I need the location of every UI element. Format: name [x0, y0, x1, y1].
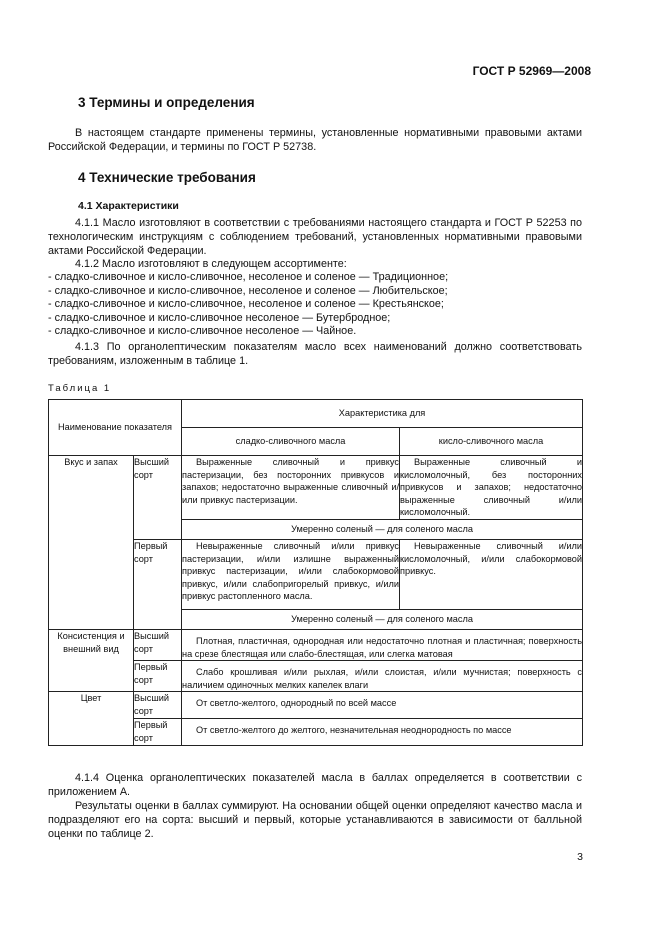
- list-item: - сладко-сливочное и кисло-сливочное, несоленое и соленое — Любительское;: [48, 284, 448, 297]
- taste-first-sweet-cream: Невыраженные сливочный и/или привкус пастеризации, и/или излишне выраженный привкус пастеризации, и/или слабокормовой привкус, и/или слабопригорелый привкус, и/или привкус растопленного масла.: [182, 539, 400, 609]
- paragraph-4-1-1: 4.1.1 Масло изготовляют в соответствии с требованиями настоящего стандарта и ГОСТ Р 52253 по технологическим инструкциям с соблюдением требований, установленных нормативными правовыми актами Российской Федерации.: [48, 217, 582, 257]
- list-item: - сладко-сливочное и кисло-сливочное, несоленое и соленое — Крестьянское;: [48, 298, 444, 311]
- row-color-grade-top: Высший сорт: [134, 692, 182, 719]
- paragraph-4-1-2: 4.1.2 Масло изготовляют в следующем ассортименте:: [75, 258, 347, 270]
- row-consistency-grade-top: Высший сорт: [134, 629, 182, 660]
- table-1-caption: Таблица 1: [48, 383, 112, 394]
- consistency-first-text: Слабо крошливая и/или рыхлая, и/или слоистая, и/или мучнистая; поверхность с наличием одиночных мелких капелек влаги: [182, 661, 583, 692]
- section-3-title: 3 Термины и определения: [78, 95, 255, 110]
- row-taste-grade-first: Первый сорт: [134, 539, 182, 629]
- row-taste-name: Вкус и запах: [49, 456, 134, 630]
- taste-top-sour-cream: Выраженные сливочный и кисломолочный, без посторонних привкусов и запахов; недостаточно выраженные сливочный и/или кисломолочный.: [400, 456, 583, 520]
- list-item: - сладко-сливочное и кисло-сливочное, несоленое и соленое — Традиционное;: [48, 271, 449, 283]
- row-taste-grade-top: Высший сорт: [134, 456, 182, 540]
- row-consistency-name: Консистенция и внешний вид: [49, 629, 134, 691]
- subsection-4-1-title: 4.1 Характеристики: [78, 200, 179, 212]
- table-header-sweet-cream: сладко-сливочного масла: [182, 428, 400, 456]
- paragraph-4-1-3: 4.1.3 По органолептическим показателям масло всех наименований должно соответствовать требованиям, изложенным в таблице 1.: [48, 341, 582, 367]
- list-item: - сладко-сливочное и кисло-сливочное несоленое — Чайное.: [48, 325, 357, 338]
- table-1: [48, 399, 583, 746]
- paragraph-4-1-4: 4.1.4 Оценка органолептических показателей масла в баллах определяется в соответствии с приложением А.: [48, 772, 582, 798]
- section-3-text: В настоящем стандарте применены термины, установленные нормативными правовыми актами Российской Федерации, и термины по ГОСТ Р 52738.: [48, 127, 582, 153]
- page-number: 3: [577, 851, 583, 863]
- taste-top-sweet-cream: Выраженные сливочный и привкус пастеризации, без посторонних привкусов и запахов; недостаточно выраженные сливочный и/или привкус пастеризации.: [182, 456, 400, 520]
- section-4-title: 4 Технические требования: [78, 170, 256, 185]
- color-first-text: От светло-желтого до желтого, незначительная неоднородность по массе: [182, 719, 583, 746]
- row-consistency-grade-first: Первый сорт: [134, 661, 182, 692]
- row-color-name: Цвет: [49, 692, 134, 746]
- assortment-list: [48, 271, 582, 339]
- taste-first-salted-note: Умеренно соленый — для соленого масла: [182, 609, 583, 629]
- paragraph-results: Результаты оценки в баллах суммируют. На основании общей оценки определяют качество масла и подразделяют его на сорта: высший и первый, которые устанавливаются в зависимости от балльной оценки по таблице 2.: [48, 800, 582, 840]
- color-top-text: От светло-желтого, однородный по всей массе: [182, 692, 583, 719]
- list-item: - сладко-сливочное и кисло-сливочное несоленое — Бутербродное;: [48, 311, 391, 324]
- taste-first-sour-cream: Невыраженные сливочный и/или кисломолочный, и/или слабокормовой привкус.: [400, 539, 583, 609]
- taste-top-salted-note: Умеренно соленый — для соленого масла: [182, 519, 583, 539]
- table-header-characteristic: Характеристика для: [182, 400, 583, 428]
- row-color-grade-first: Первый сорт: [134, 719, 182, 746]
- consistency-top-text: Плотная, пластичная, однородная или недостаточно плотная и пластичная; поверхность на срезе блестящая или слабо-блестящая, или слегка матовая: [182, 629, 583, 660]
- table-header-sour-cream: кисло-сливочного масла: [400, 428, 583, 456]
- table-header-name: Наименование показателя: [49, 400, 182, 456]
- standard-header: ГОСТ Р 52969—2008: [472, 64, 591, 78]
